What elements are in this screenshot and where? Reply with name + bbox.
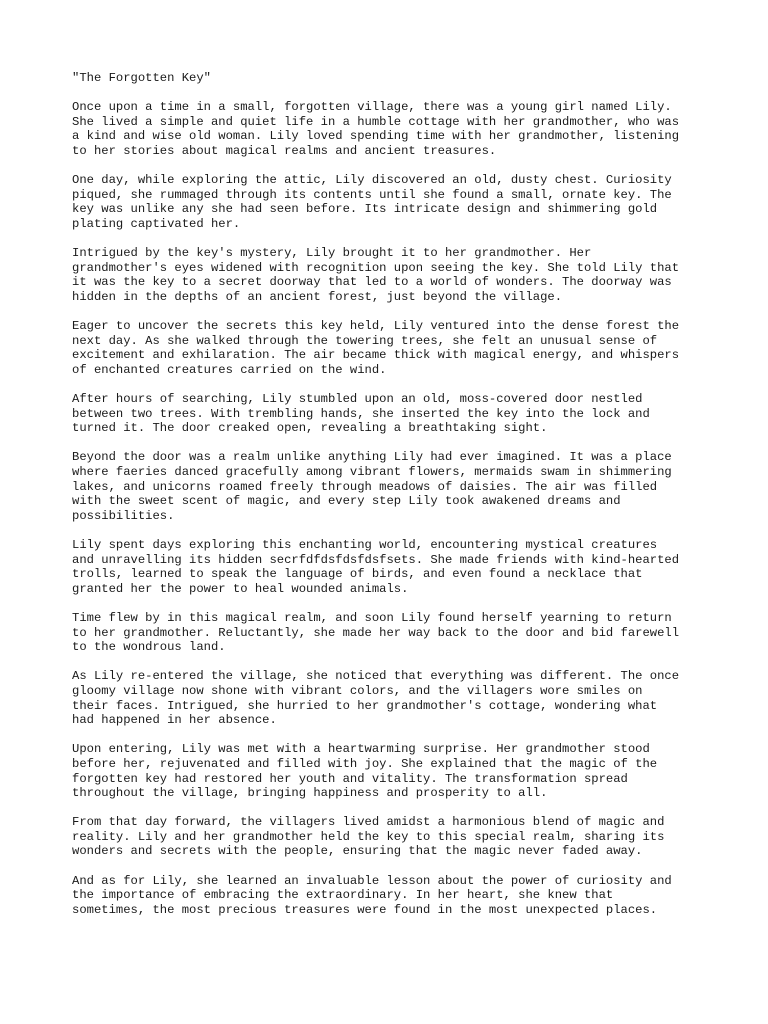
document-page [72, 71, 712, 932]
text-line: Upon entering, Lily was met with a heartwarming surprise. Her grandmother stood [72, 742, 650, 757]
text-line: trolls, learned to speak the language of birds, and even found a necklace that [72, 567, 643, 582]
text-line: reality. Lily and her grandmother held the key to this special realm, sharing its [72, 829, 665, 844]
text-line: it was the key to a secret doorway that led to a world of wonders. The doorway was [72, 275, 672, 290]
text-line: the importance of embracing the extraordinary. In her heart, she knew that [72, 888, 614, 903]
text-line: throughout the village, bringing happiness and prosperity to all. [72, 786, 548, 801]
text-line: sometimes, the most precious treasures were found in the most unexpected places. [72, 902, 658, 917]
text-line: and unravelling its hidden secrfdfdsfdsfdsfsets. She made friends with kind-hearted [72, 552, 680, 567]
text-line: between two trees. With trembling hands, she inserted the key into the lock and [72, 406, 650, 421]
text-line: forgotten key had restored her youth and vitality. The transformation spread [72, 771, 628, 786]
text-line: piqued, she rummaged through its contents until she found a small, ornate key. The [72, 187, 672, 202]
text-line: From that day forward, the villagers lived amidst a harmonious blend of magic and [72, 815, 665, 830]
text-line: Intrigued by the key's mystery, Lily brought it to her grandmother. Her [72, 246, 592, 261]
paragraph [72, 815, 712, 859]
document-body [72, 100, 712, 917]
paragraph [72, 100, 712, 158]
text-line: possibilities. [72, 508, 175, 523]
text-line: plating captivated her. [72, 216, 241, 231]
text-line: grandmother's eyes widened with recognition upon seeing the key. She told Lily that [72, 260, 680, 275]
text-line: One day, while exploring the attic, Lily discovered an old, dusty chest. Curiosity [72, 173, 672, 188]
text-line: hidden in the depths of an ancient forest, just beyond the village. [72, 289, 563, 304]
text-line: wonders and secrets with the people, ensuring that the magic never faded away. [72, 844, 643, 859]
paragraph [72, 173, 712, 231]
paragraph [72, 874, 712, 918]
text-line: Once upon a time in a small, forgotten village, there was a young girl named Lily. [72, 100, 672, 115]
paragraph [72, 450, 712, 523]
paragraph [72, 611, 712, 655]
text-line: key was unlike any she had seen before. Its intricate design and shimmering gold [72, 202, 658, 217]
paragraph [72, 246, 712, 304]
text-line: to her grandmother. Reluctantly, she made her way back to the door and bid farewell [72, 625, 680, 640]
text-line: before her, rejuvenated and filled with joy. She explained that the magic of the [72, 756, 658, 771]
text-line: As Lily re-entered the village, she noticed that everything was different. The once [72, 669, 680, 684]
text-line: turned it. The door creaked open, revealing a breathtaking sight. [72, 421, 548, 436]
text-line: Beyond the door was a realm unlike anything Lily had ever imagined. It was a place [72, 450, 672, 465]
paragraph [72, 538, 712, 596]
text-line: Lily spent days exploring this enchanting world, encountering mystical creatures [72, 538, 658, 552]
paragraph [72, 742, 712, 800]
text-line: Time flew by in this magical realm, and soon Lily found herself yearning to return [72, 610, 672, 625]
text-line: with the sweet scent of magic, and every step Lily took awakened dreams and [72, 494, 621, 509]
paragraph [72, 392, 712, 436]
text-line: next day. As she walked through the towering trees, she felt an unusual sense of [72, 333, 658, 348]
text-line: granted her the power to heal wounded animals. [72, 581, 409, 596]
paragraph [72, 669, 712, 727]
text-line: their faces. Intrigued, she hurried to her grandmother's cottage, wondering what [72, 698, 658, 713]
text-line: a kind and wise old woman. Lily loved spending time with her grandmother, listening [72, 129, 680, 144]
text-line: And as for Lily, she learned an invaluable lesson about the power of curiosity and [72, 873, 672, 888]
document-title: "The Forgotten Key" [72, 71, 211, 85]
text-line: Eager to uncover the secrets this key held, Lily ventured into the dense forest the [72, 319, 680, 334]
text-line: to the wondrous land. [72, 640, 226, 655]
text-line: She lived a simple and quiet life in a humble cottage with her grandmother, who was [72, 114, 680, 129]
text-line: excitement and exhilaration. The air became thick with magical energy, and whispers [72, 348, 680, 363]
text-line: where faeries danced gracefully among vibrant flowers, mermaids swam in shimmering [72, 465, 672, 480]
text-line: gloomy village now shone with vibrant colors, and the villagers wore smiles on [72, 683, 643, 698]
text-line: had happened in her absence. [72, 713, 277, 728]
paragraph [72, 319, 712, 377]
text-line: of enchanted creatures carried on the wind. [72, 362, 387, 377]
text-line: After hours of searching, Lily stumbled upon an old, moss-covered door nestled [72, 392, 643, 407]
text-line: to her stories about magical realms and ancient treasures. [72, 143, 497, 158]
text-line: lakes, and unicorns roamed freely through meadows of daisies. The air was filled [72, 479, 658, 494]
